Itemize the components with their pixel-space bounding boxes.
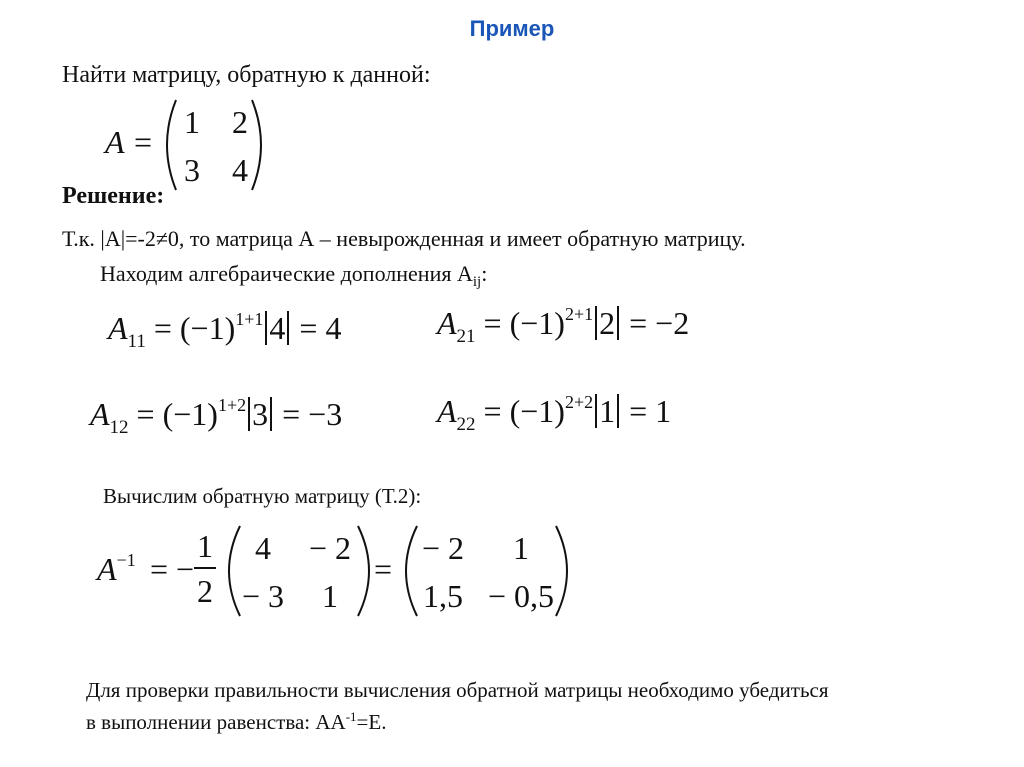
matrix-a-cell: 1: [184, 103, 200, 140]
task-text: Найти матрицу, обратную к данной:: [62, 62, 431, 88]
complement-sub: 12: [109, 417, 129, 438]
equals-sign: =: [134, 124, 153, 160]
solution-heading: Решение:: [62, 183, 165, 209]
complement-minor: 4: [269, 310, 286, 346]
inverse-cell: − 0,5: [487, 577, 555, 614]
inverse-cell: 1,5: [423, 577, 463, 614]
inverse-cell: 1: [513, 529, 529, 566]
matrix-a-cell: 3: [184, 151, 200, 188]
complement-result: = 4: [299, 310, 342, 346]
matrix-name: A: [105, 124, 125, 160]
complement-power: 2+2: [564, 392, 594, 412]
check-line-2: [86, 710, 386, 735]
complement-minor: 3: [252, 396, 269, 432]
complement-a22: $A_{22} = (-1)^{2+2}$ 1 = 1: [437, 392, 672, 435]
inverse-intro: Вычислим обратную матрицу (Т.2):: [103, 484, 422, 508]
complement-sub: 21: [456, 326, 476, 347]
complement-minor: 2: [599, 305, 616, 341]
complement-a12: $A_{12} = (-1)^{1+2}$ 3 = −3: [90, 395, 343, 438]
adjugate-cell: − 2: [308, 529, 352, 566]
inverse-lhs-letter: A: [97, 551, 117, 587]
inverse-equals: =: [374, 551, 393, 587]
complement-result: = 1: [629, 393, 672, 429]
complement-minor: 1: [599, 393, 616, 429]
complement-sub: 11: [127, 331, 146, 352]
fraction-denominator: 2: [197, 573, 213, 609]
complement-power: 1+1: [235, 309, 264, 329]
check-line-2-pre: в выполнении равенства: АА: [86, 710, 346, 734]
fraction-numerator: 1: [197, 528, 213, 564]
adjugate-cell: − 3: [241, 577, 285, 614]
matrix-a-cell: 4: [232, 151, 248, 188]
complement-sub: 22: [456, 414, 476, 435]
adjugate-matrix: [232, 524, 366, 620]
complements-intro-end: :: [481, 261, 488, 286]
check-line-1: Для проверки правильности вычисления обратной матрицы необходимо убедиться: [86, 678, 829, 702]
determinant-line: Т.к. |A|=-2≠0, то матрица А – невырожденная и имеет обратную матрицу.: [62, 226, 746, 251]
inverse-factor-sign: = −: [150, 551, 195, 587]
check-line-2-post: =Е.: [356, 710, 387, 734]
complements-intro-sub: ij: [472, 274, 482, 290]
inverse-result-matrix: [410, 524, 566, 620]
complement-result: = −3: [282, 396, 343, 432]
complement-power: 2+1: [564, 304, 594, 324]
adjugate-cell: 1: [322, 577, 338, 614]
check-line-2-sup: -1: [345, 709, 357, 724]
adjugate-cell: 4: [255, 529, 271, 566]
complement-result: = −2: [629, 305, 690, 341]
complement-a11: $A_{11} = (-1)^{1+1}$ 4 = 4: [108, 309, 342, 352]
complement-power: 1+2: [217, 395, 247, 415]
complement-a21: $A_{21} = (-1)^{2+1}$ 2 = −2: [437, 304, 690, 347]
slide-title: Пример: [469, 16, 555, 41]
inverse-cell: − 2: [421, 529, 465, 566]
inverse-lhs-sup: −1: [116, 550, 136, 570]
complements-intro-text: Находим алгебраические дополнения A: [100, 261, 473, 286]
matrix-a-cell: 2: [232, 103, 248, 140]
